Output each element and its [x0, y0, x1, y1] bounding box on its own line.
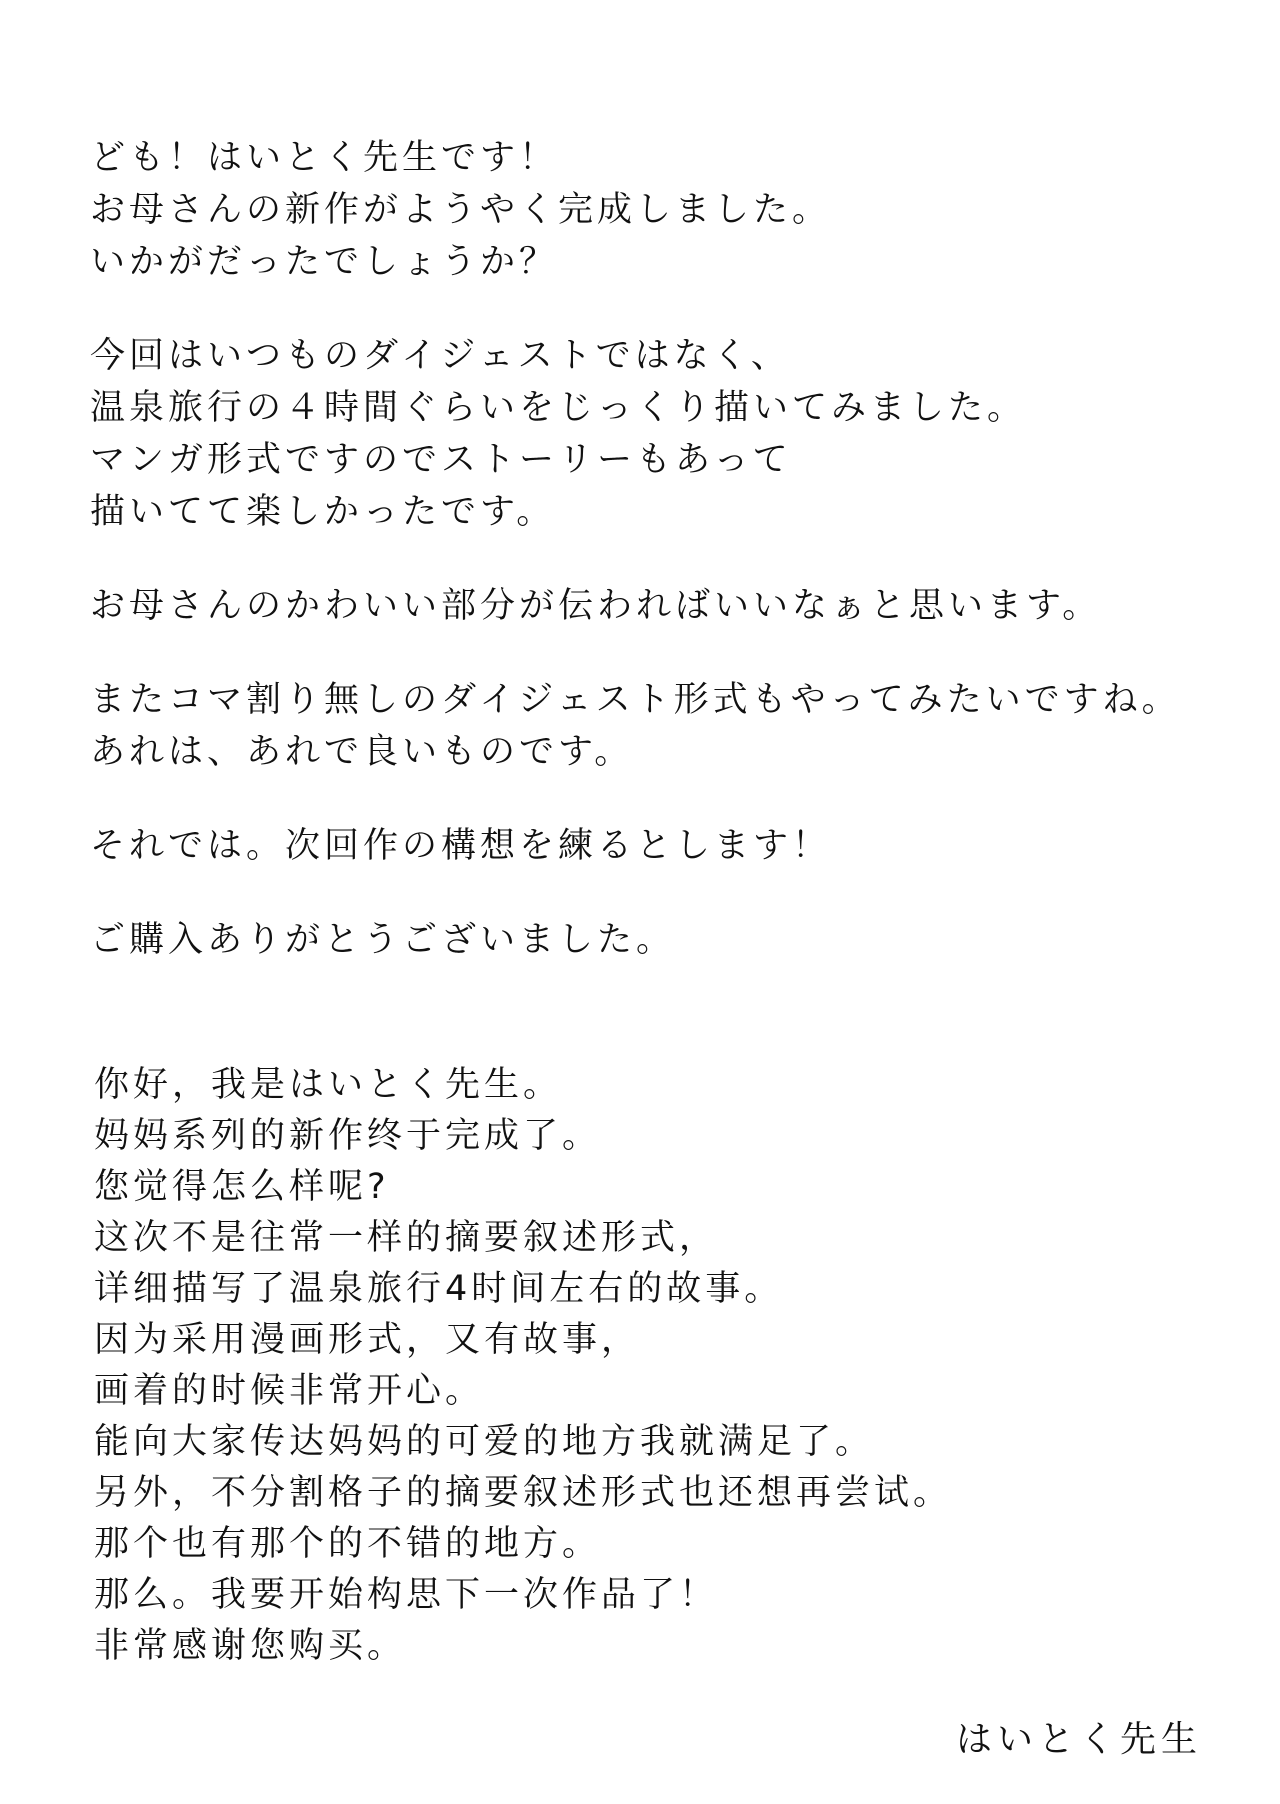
- japanese-afterword: [90, 132, 1210, 1008]
- text-line: 那么。我要开始构思下一次作品了！: [94, 1575, 719, 1615]
- paragraph-greeting: [90, 132, 1210, 288]
- text-line: またコマ割り無しのダイジェスト形式もやってみたいですね。: [90, 680, 1181, 720]
- text-line: あれは、あれで良いものです。: [90, 732, 634, 772]
- text-line: 今回はいつものダイジェストではなく、: [90, 336, 790, 376]
- text-line: 描いてて楽しかったです。: [90, 492, 556, 532]
- text-line: ご購入ありがとうございました。: [90, 920, 676, 960]
- text-line: 妈妈系列的新作终于完成了。: [94, 1116, 602, 1156]
- text-line: お母さんの新作がようやく完成しました。: [90, 190, 832, 230]
- text-line: 能向大家传达妈妈的可爱的地方我就满足了。: [94, 1422, 875, 1462]
- text-line: 这次不是往常一样的摘要叙述形式，: [94, 1218, 719, 1258]
- text-line: 画着的时候非常开心。: [94, 1371, 485, 1411]
- text-line: それでは。次回作の構想を練るとします！: [90, 826, 832, 866]
- text-line: ども！はいとく先生です！: [90, 138, 559, 178]
- text-line: お母さんのかわいい部分が伝わればいいなぁと思います。: [90, 586, 1102, 626]
- chinese-afterword: [94, 1060, 1214, 1672]
- text-line: 温泉旅行の４時間ぐらいをじっくり描いてみました。: [90, 388, 1027, 428]
- paragraph-cute: [90, 580, 1210, 632]
- paragraph-thanks: [90, 914, 1210, 966]
- text-line: マンガ形式ですのでストーリーもあって: [90, 440, 792, 480]
- text-line: 你好，我是はいとく先生。: [94, 1065, 563, 1105]
- text-line: 非常感谢您购买。: [94, 1626, 407, 1666]
- text-line: 那个也有那个的不错的地方。: [94, 1524, 602, 1564]
- text-line: 因为采用漫画形式，又有故事，: [94, 1320, 641, 1360]
- text-line: 详细描写了温泉旅行4时间左右的故事。: [94, 1269, 784, 1309]
- paragraph-story: [90, 330, 1210, 538]
- text-line: いかがだったでしょうか？: [90, 242, 559, 282]
- text-line: 您觉得怎么样呢?: [94, 1167, 390, 1207]
- text-line: 另外，不分割格子的摘要叙述形式也还想再尝试。: [94, 1473, 953, 1513]
- author-signature: はいとく先生: [955, 1719, 1202, 1760]
- paragraph-digest: [90, 674, 1210, 778]
- paragraph-next: [90, 820, 1210, 872]
